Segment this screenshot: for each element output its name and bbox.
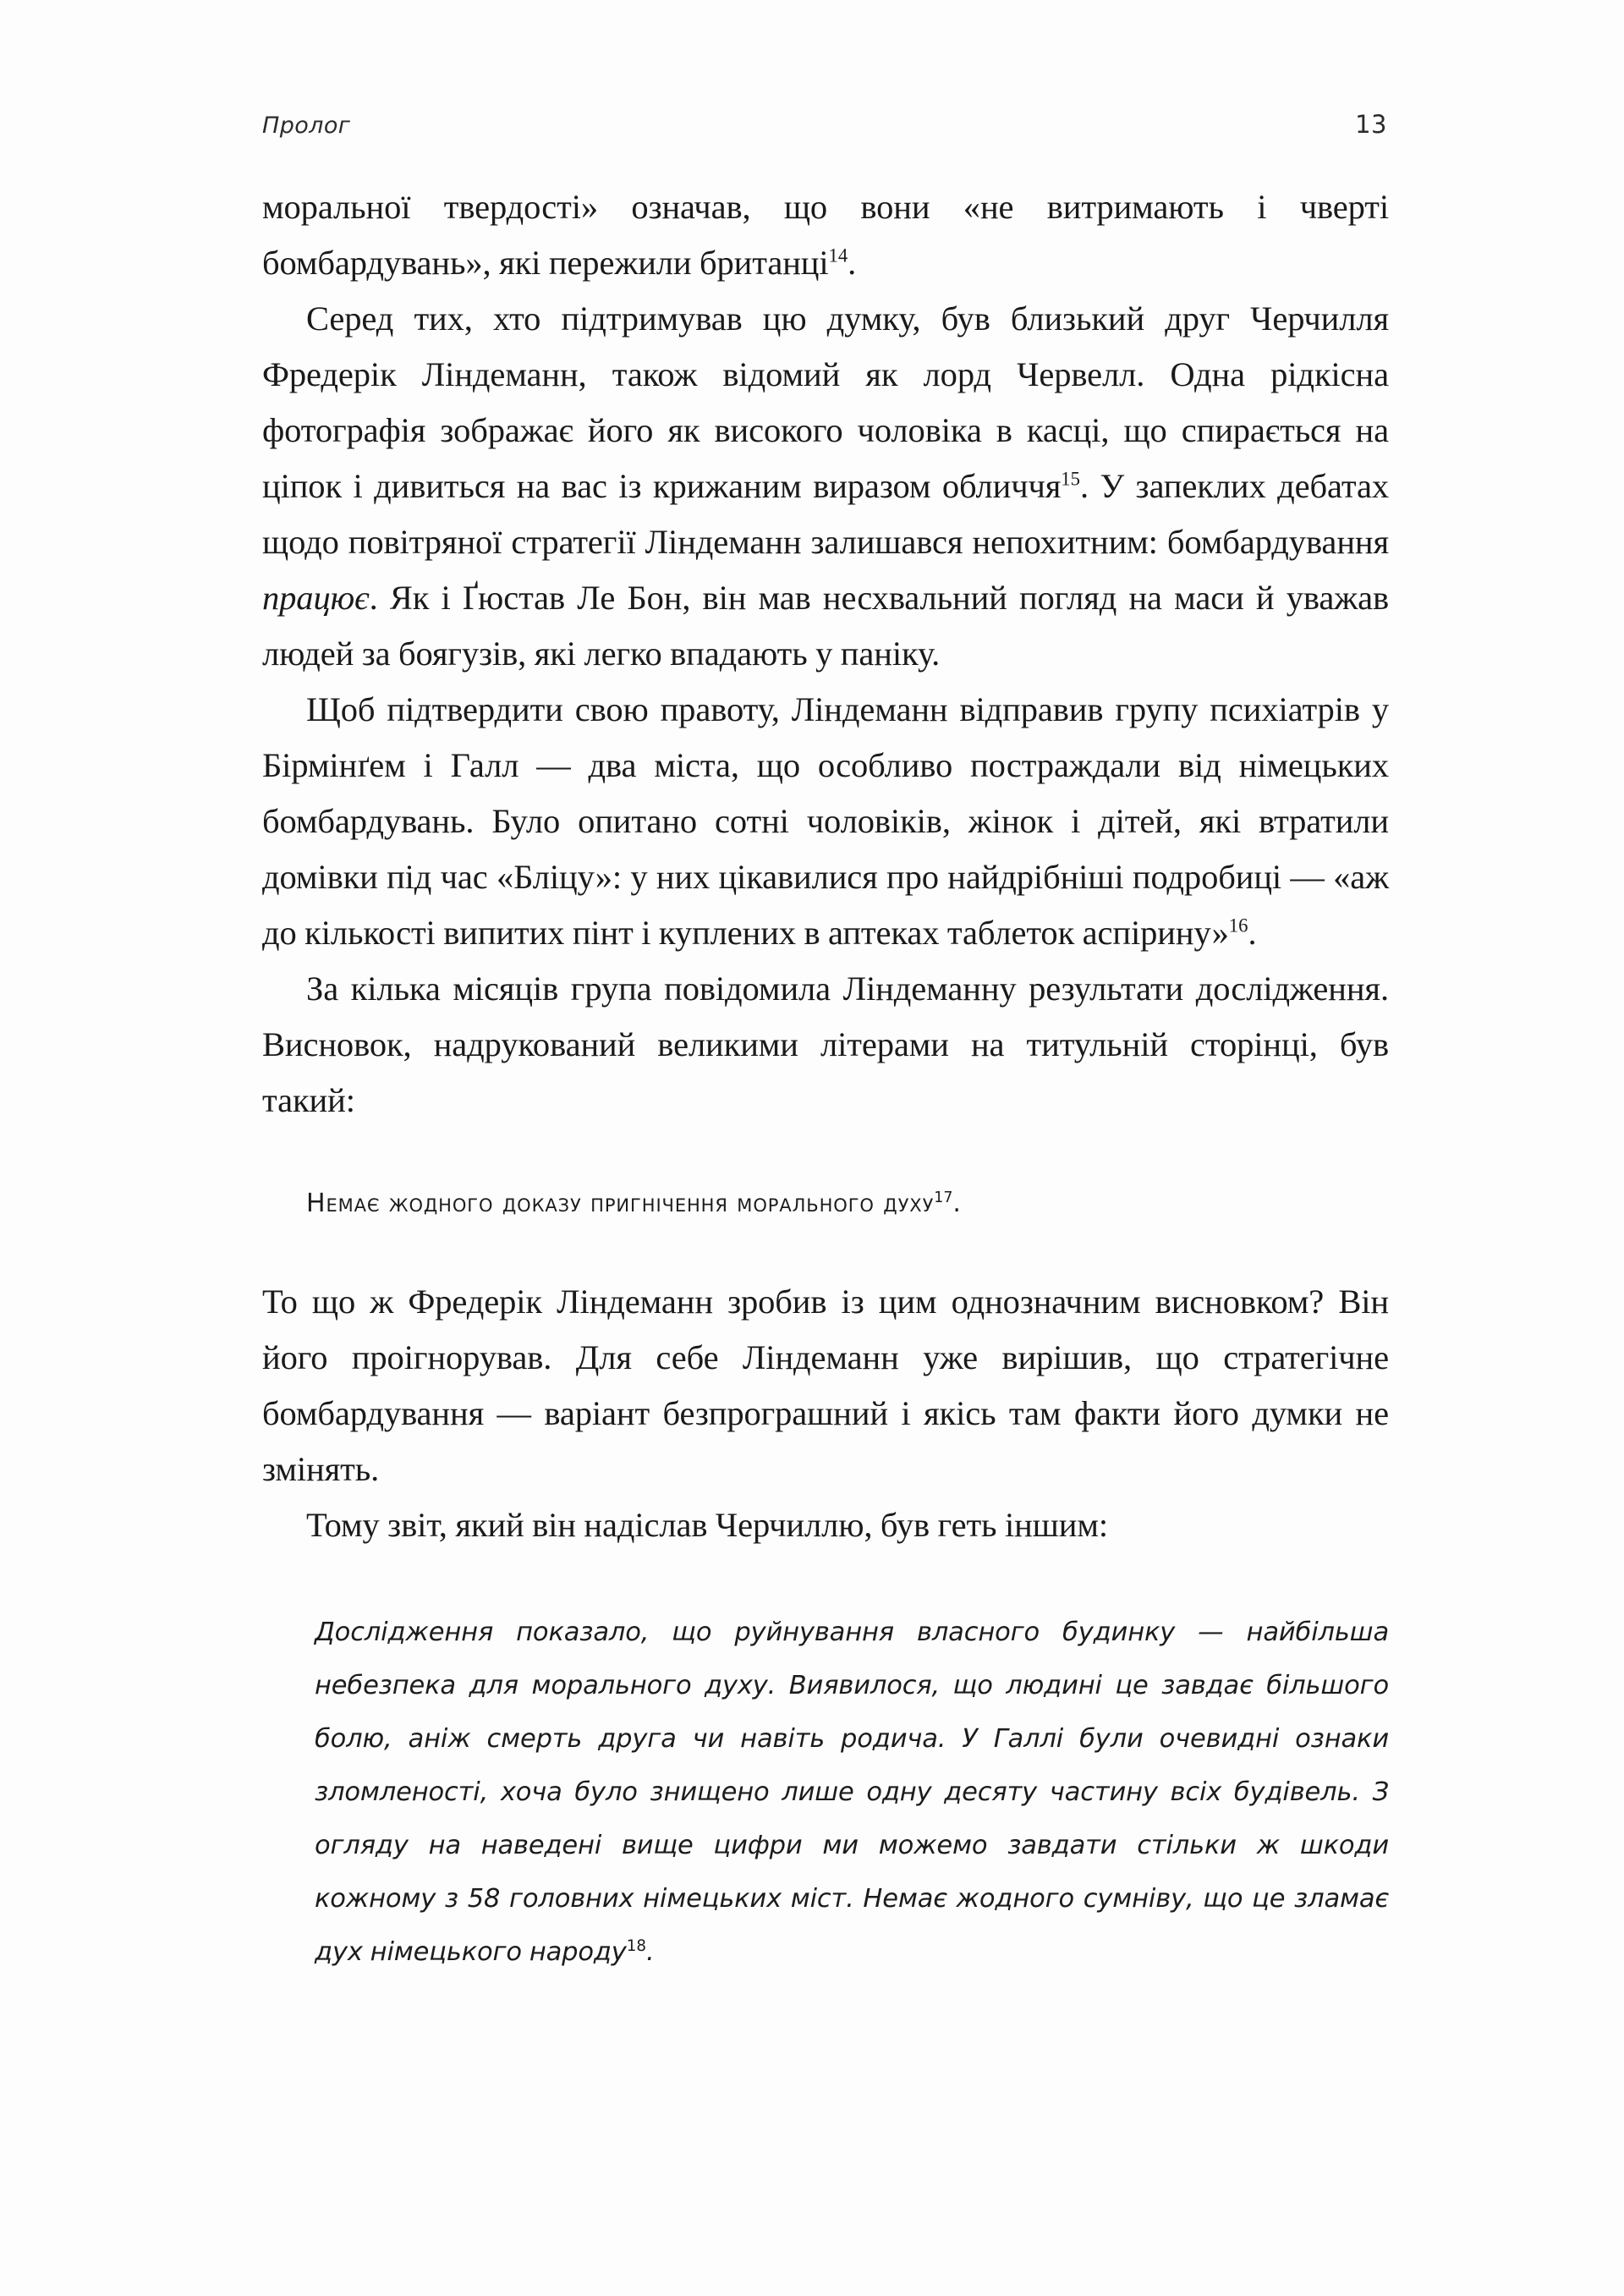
running-head-title: Пролог bbox=[262, 113, 351, 139]
footnote-marker-17[interactable]: 17 bbox=[934, 1189, 953, 1206]
footnote-marker-15[interactable]: 15 bbox=[1061, 468, 1080, 490]
display-conclusion-text: Немає жодного доказу пригнічення морального духу bbox=[306, 1189, 935, 1218]
paragraph-3 bbox=[262, 682, 1389, 961]
paragraph-4 bbox=[262, 961, 1389, 1129]
text-block bbox=[262, 179, 1389, 1979]
paragraph-1 bbox=[262, 179, 1389, 291]
paragraph-4-text: За кілька місяців група повідомила Ліндеманну результати дослідження. Висновок, надрукований великими літерами на титульній сторінці, був такий: bbox=[262, 969, 1389, 1119]
paragraph-6-text: Тому звіт, який він надіслав Черчиллю, був геть іншим: bbox=[306, 1506, 1109, 1544]
pull-quote-tail: . bbox=[645, 1937, 655, 1967]
paragraph-3-tail: . bbox=[1248, 914, 1257, 952]
pull-quote-paragraph bbox=[315, 1606, 1389, 1979]
pull-quote-text: Дослідження показало, що руйнування власного будинку — найбільша небезпека для морального духу. Виявилося, що людині це завдає більшого болю, аніж смерть друга чи навіть родича. У Галлі були очевидні ознаки зломленості, хоча було знищено лише одну десяту частину всіх будівель. З огляду на наведені вище цифри ми можемо завдати стільки ж шкоди кожному з 58 головних німецьких міст. Немає жодного сумніву, що це зламає дух німецького народу bbox=[315, 1618, 1389, 1967]
paragraph-5-text: То що ж Фредерік Ліндеманн зробив із цим однозначним висновком? Він його проігнорував. Для себе Ліндеманн уже вирішив, що стратегічне бомбардування — варіант безпрограшний і якісь там факти його думки не змінять. bbox=[262, 1283, 1389, 1488]
footnote-marker-14[interactable]: 14 bbox=[828, 244, 848, 266]
display-conclusion-line bbox=[262, 1178, 1389, 1230]
footnote-marker-18[interactable]: 18 bbox=[626, 1936, 646, 1955]
display-conclusion-tail: . bbox=[952, 1189, 962, 1218]
emphasis-pratsyuye: працює bbox=[262, 579, 370, 617]
paragraph-2 bbox=[262, 291, 1389, 682]
paragraph-2-tail: . Як і Ґюстав Ле Бон, він мав несхвальний погляд на маси й уважав людей за боягузів, які легко впадають у паніку. bbox=[262, 579, 1389, 673]
paragraph-1-text: моральної твердості» означав, що вони «не витримають і чверті бомбардувань», які пережили британці bbox=[262, 188, 1389, 282]
running-head bbox=[262, 110, 1387, 149]
paragraph-6 bbox=[262, 1497, 1389, 1553]
paragraph-3-text: Щоб підтвердити свою правоту, Ліндеманн відправив групу психіатрів у Бірмінґем і Галл — два міста, що особливо постраждали від німецьких бомбардувань. Було опитано сотні чоловіків, жінок і дітей, які втратили домівки під час «Бліцу»: у них цікавилися про найдрібніші подробиці — «аж до кількості випитих пінт і куплених в аптеках таблеток аспірину» bbox=[262, 690, 1389, 952]
paragraph-1-tail: . bbox=[848, 244, 857, 282]
paragraph-2-text: Серед тих, хто підтримував цю думку, був близький друг Черчилля Фредерік Ліндеманн, також відомий як лорд Червелл. Одна рідкісна фотографія зображає його як високого чоловіка в касці, що спирається на ціпок і дивиться на вас із крижаним виразом обличчя bbox=[262, 299, 1389, 505]
page-number: 13 bbox=[1355, 110, 1387, 139]
footnote-marker-16[interactable]: 16 bbox=[1228, 915, 1248, 937]
paragraph-5 bbox=[262, 1274, 1389, 1497]
paragraph-2-mid: . У запеклих дебатах щодо повітряної стратегії Ліндеманн залишався непохитним: бомбардування bbox=[262, 467, 1389, 561]
pull-quote bbox=[262, 1606, 1389, 1979]
